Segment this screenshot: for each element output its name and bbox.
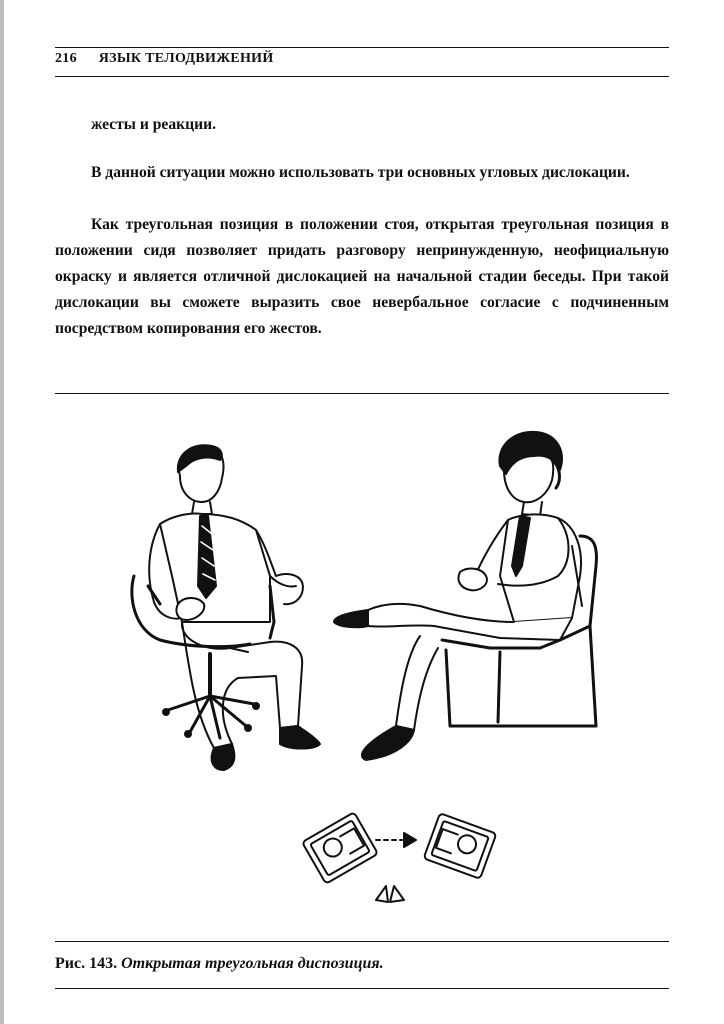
figure-top-rule [55, 393, 669, 394]
left-man-figure [132, 445, 320, 770]
paragraph-1: жесты и реакции. [91, 116, 216, 133]
two-seated-men-illustration [120, 426, 610, 786]
figure-caption [55, 955, 669, 973]
seating-plan-diagram [290, 800, 520, 920]
header-bottom-rule [55, 76, 669, 77]
right-man-figure [334, 432, 596, 760]
page-number: 216 [55, 51, 77, 66]
page-edge-shadow [0, 0, 4, 1024]
caption-bottom-rule [55, 988, 669, 989]
paragraph-3: Как треугольная позиция в положении стоя, открытая треугольная позиция в положении сидя позволяет придать разговору непринужденную, неофициальную окраску и является отличной дислокацией на начальной стадии беседы. При такой дислокации вы сможете выразить свое невербальное согласие с подчиненным посредством копирования его жестов. [55, 216, 669, 337]
caption-top-rule [55, 941, 669, 942]
header-top-rule [55, 47, 669, 48]
running-title: ЯЗЫК ТЕЛОДВИЖЕНИЙ [98, 51, 274, 66]
running-header [55, 51, 669, 67]
caption-text: Открытая треугольная диспозиция. [121, 955, 384, 972]
caption-label: Рис. 143. [55, 955, 118, 972]
paragraph-2: В данной ситуации можно использовать три основных угловых дислокации. [91, 164, 630, 181]
